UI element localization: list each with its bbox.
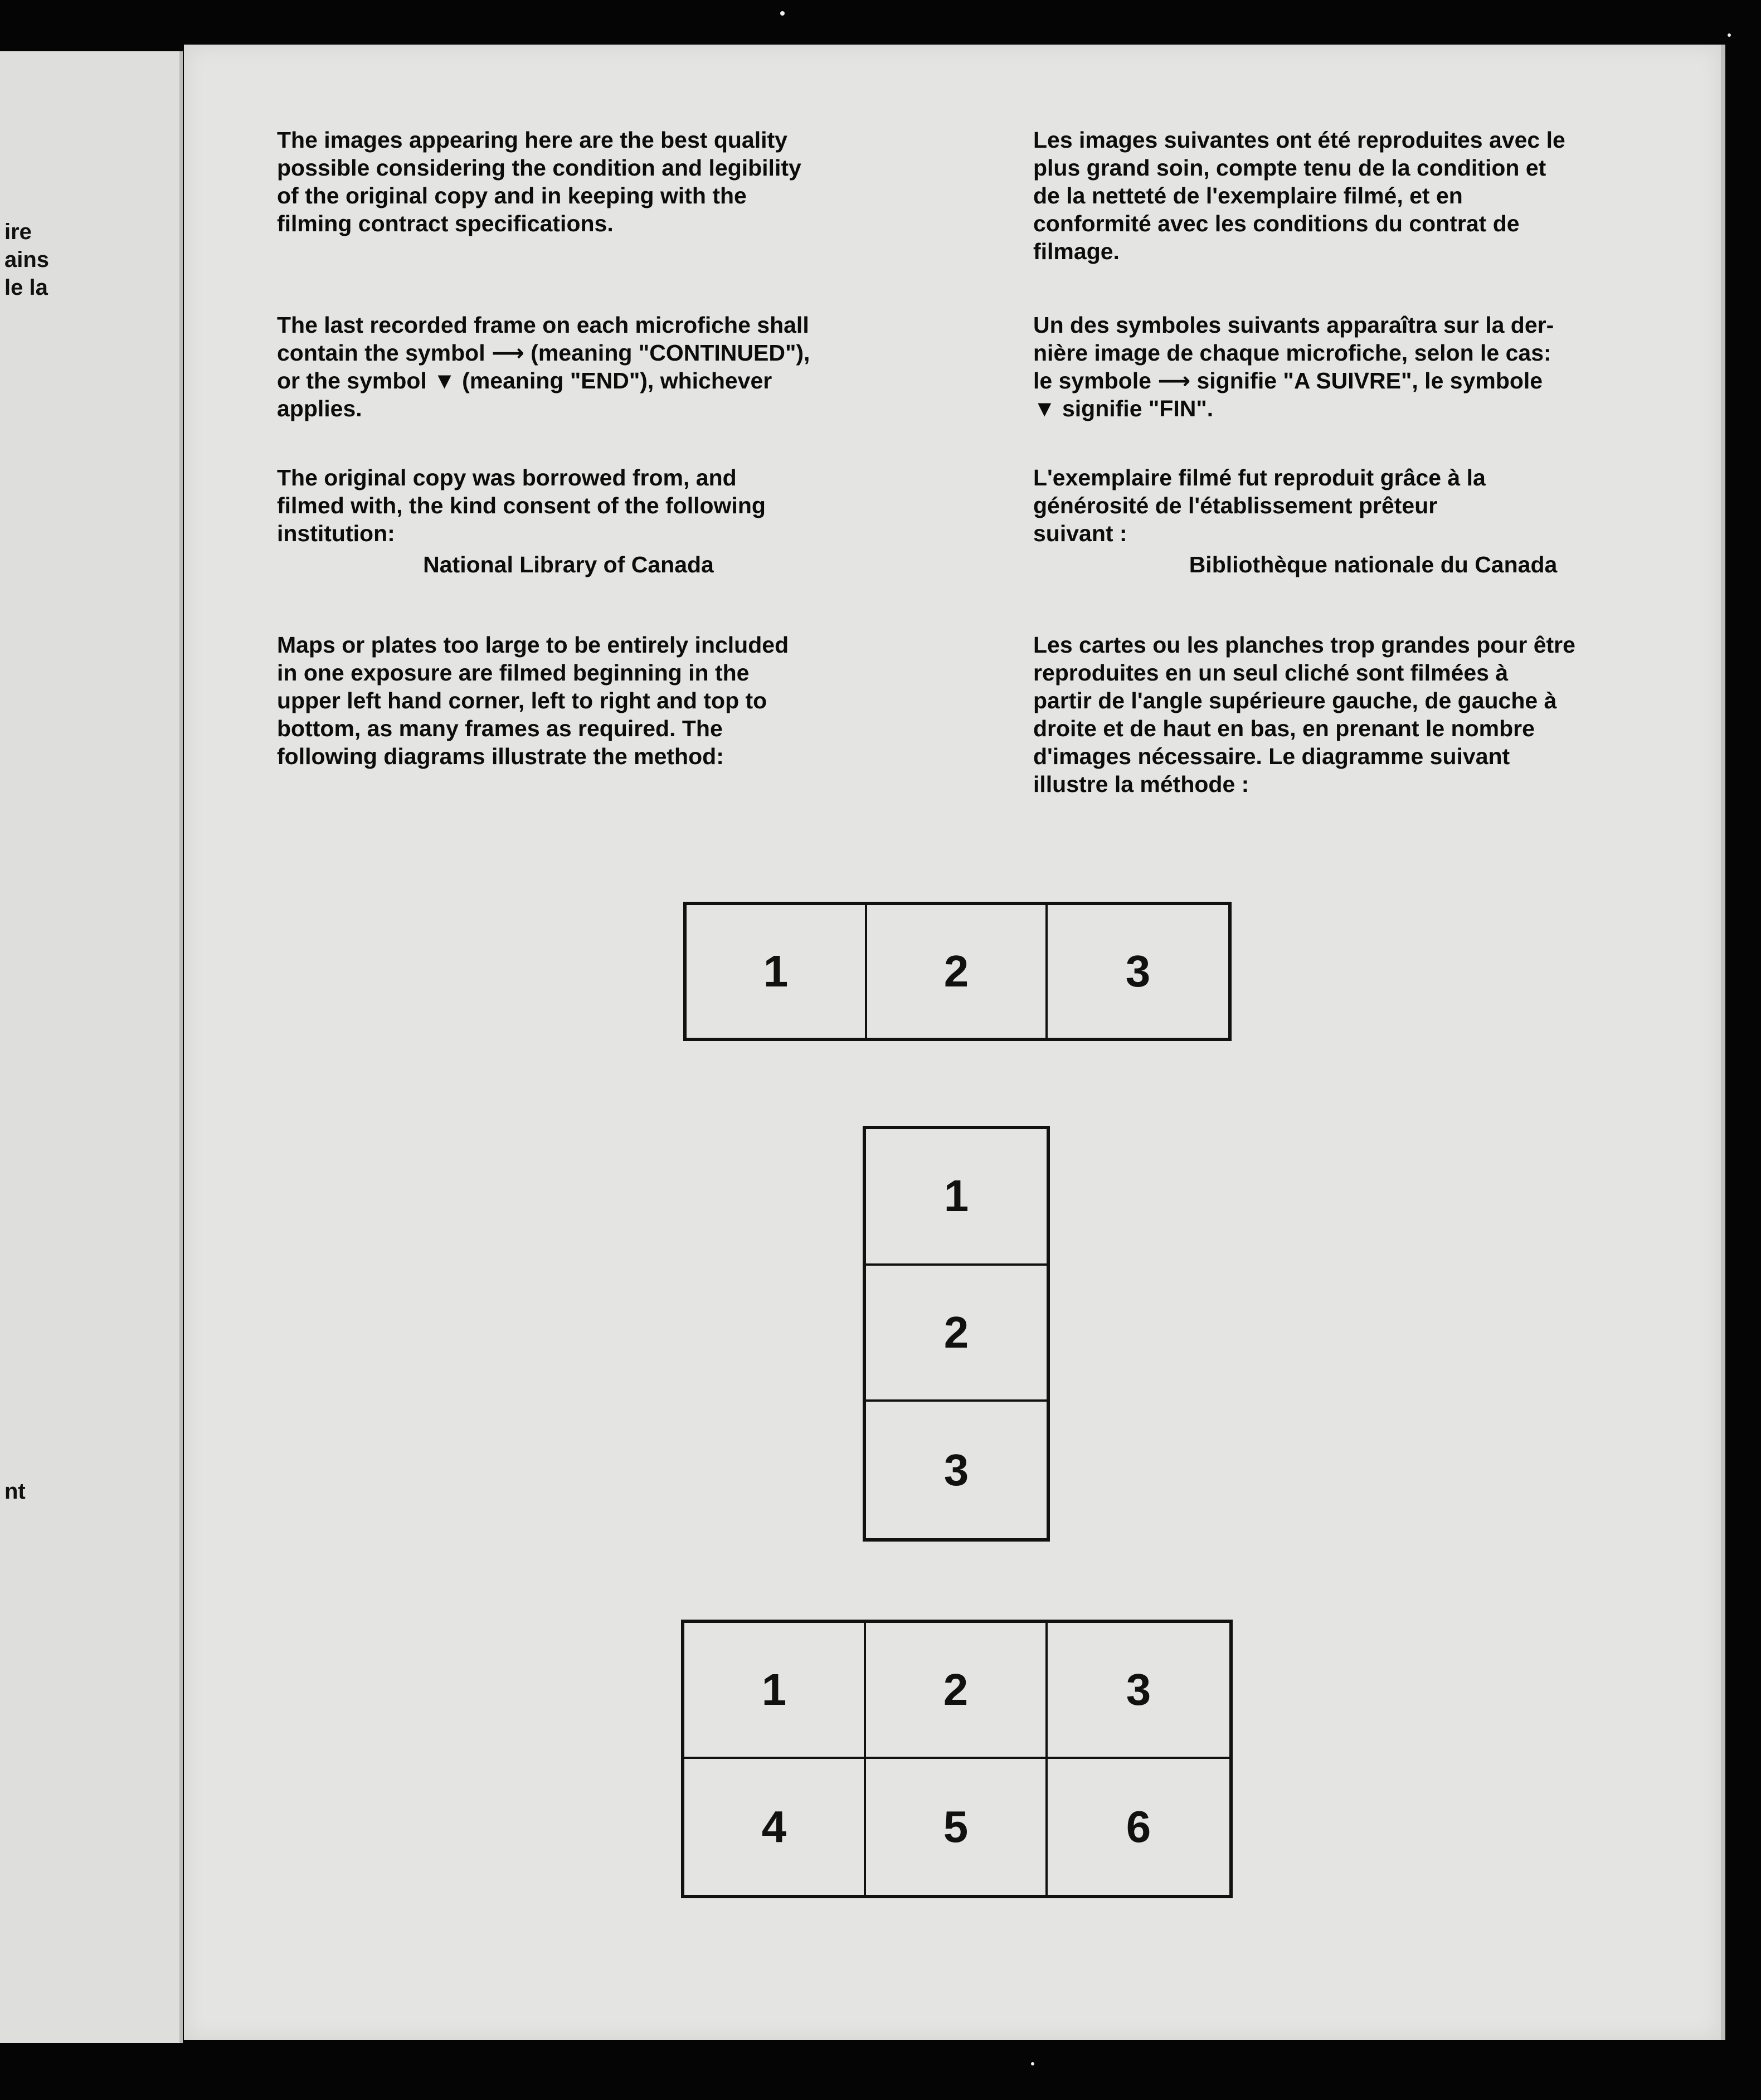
english-institution-name: National Library of Canada	[423, 552, 714, 577]
french-symbol-note: Un des symboles suivants apparaîtra sur la der- nière image de chaque microfiche, selon le cas: le symbole ⟶ signifie "A SUIVRE", le symbole ▼ signifie "FIN".	[1033, 312, 1554, 421]
french-institution-name: Bibliothèque nationale du Canada	[1189, 552, 1558, 577]
english-borrowed-note: The original copy was borrowed from, and filmed with, the kind consent of the following institution:	[277, 465, 766, 546]
left-fragment: nt	[4, 1479, 26, 1504]
diagram-cell: 2	[866, 1623, 1048, 1759]
scan-speck	[1031, 2062, 1034, 2065]
french-quality-note: Les images suivantes ont été reproduites avec le plus grand soin, compte tenu de la condition et de la netteté de l'exemplaire filmé, et en conformité avec les conditions du contrat de filmage.	[1033, 127, 1565, 264]
french-maps-note: Les cartes ou les planches trop grandes pour être reproduites en un seul cliché sont filmées à partir de l'angle supérieure gauche, de gauche à droite et de haut en bas, en prenant le nombre d'images nécessaire. Le diagramme suivant illustre la méthode :	[1033, 632, 1575, 797]
diagram-cell: 6	[1126, 1802, 1151, 1851]
scan-speck	[1728, 33, 1731, 37]
diagram-cell: 3	[1125, 946, 1151, 996]
diagram-cell: 1	[866, 1129, 1047, 1266]
english-quality-note: The images appearing here are the best quality possible considering the condition and legibility of the original copy and in keeping with the filming contract specifications.	[277, 127, 801, 236]
diagram-grid	[681, 1620, 1233, 1898]
diagram-row	[683, 902, 1232, 1041]
left-fragment: ains	[4, 247, 50, 272]
diagram-cell: 2	[867, 905, 1048, 1038]
diagram-cell: 3	[943, 1445, 969, 1495]
diagram-cell: 4	[684, 1759, 866, 1895]
english-symbol-note: The last recorded frame on each microfiche shall contain the symbol ⟶ (meaning "CONTINUED"), or the symbol ▼ (meaning "END"), whichever applies.	[277, 312, 810, 421]
page-edge	[1721, 45, 1725, 2040]
left-fragment: ire	[4, 220, 32, 244]
left-fragment: le la	[4, 275, 48, 300]
diagram-cell: 3	[1048, 1623, 1229, 1759]
diagram-cell: 5	[866, 1759, 1048, 1895]
adjacent-page-strip	[0, 51, 183, 2043]
diagram-cell: 2	[866, 1266, 1047, 1402]
english-maps-note: Maps or plates too large to be entirely included in one exposure are filmed beginning in the upper left hand corner, left to right and top to bottom, as many frames as required. The following diagrams illustrate the method:	[277, 632, 789, 769]
scan-speck	[780, 11, 785, 16]
french-borrowed-note: L'exemplaire filmé fut reproduit grâce à la générosité de l'établissement prêteur suivant :	[1033, 465, 1486, 546]
diagram-cell: 1	[684, 1623, 866, 1759]
diagram-cell: 1	[687, 905, 867, 1038]
diagram-column	[863, 1126, 1050, 1542]
